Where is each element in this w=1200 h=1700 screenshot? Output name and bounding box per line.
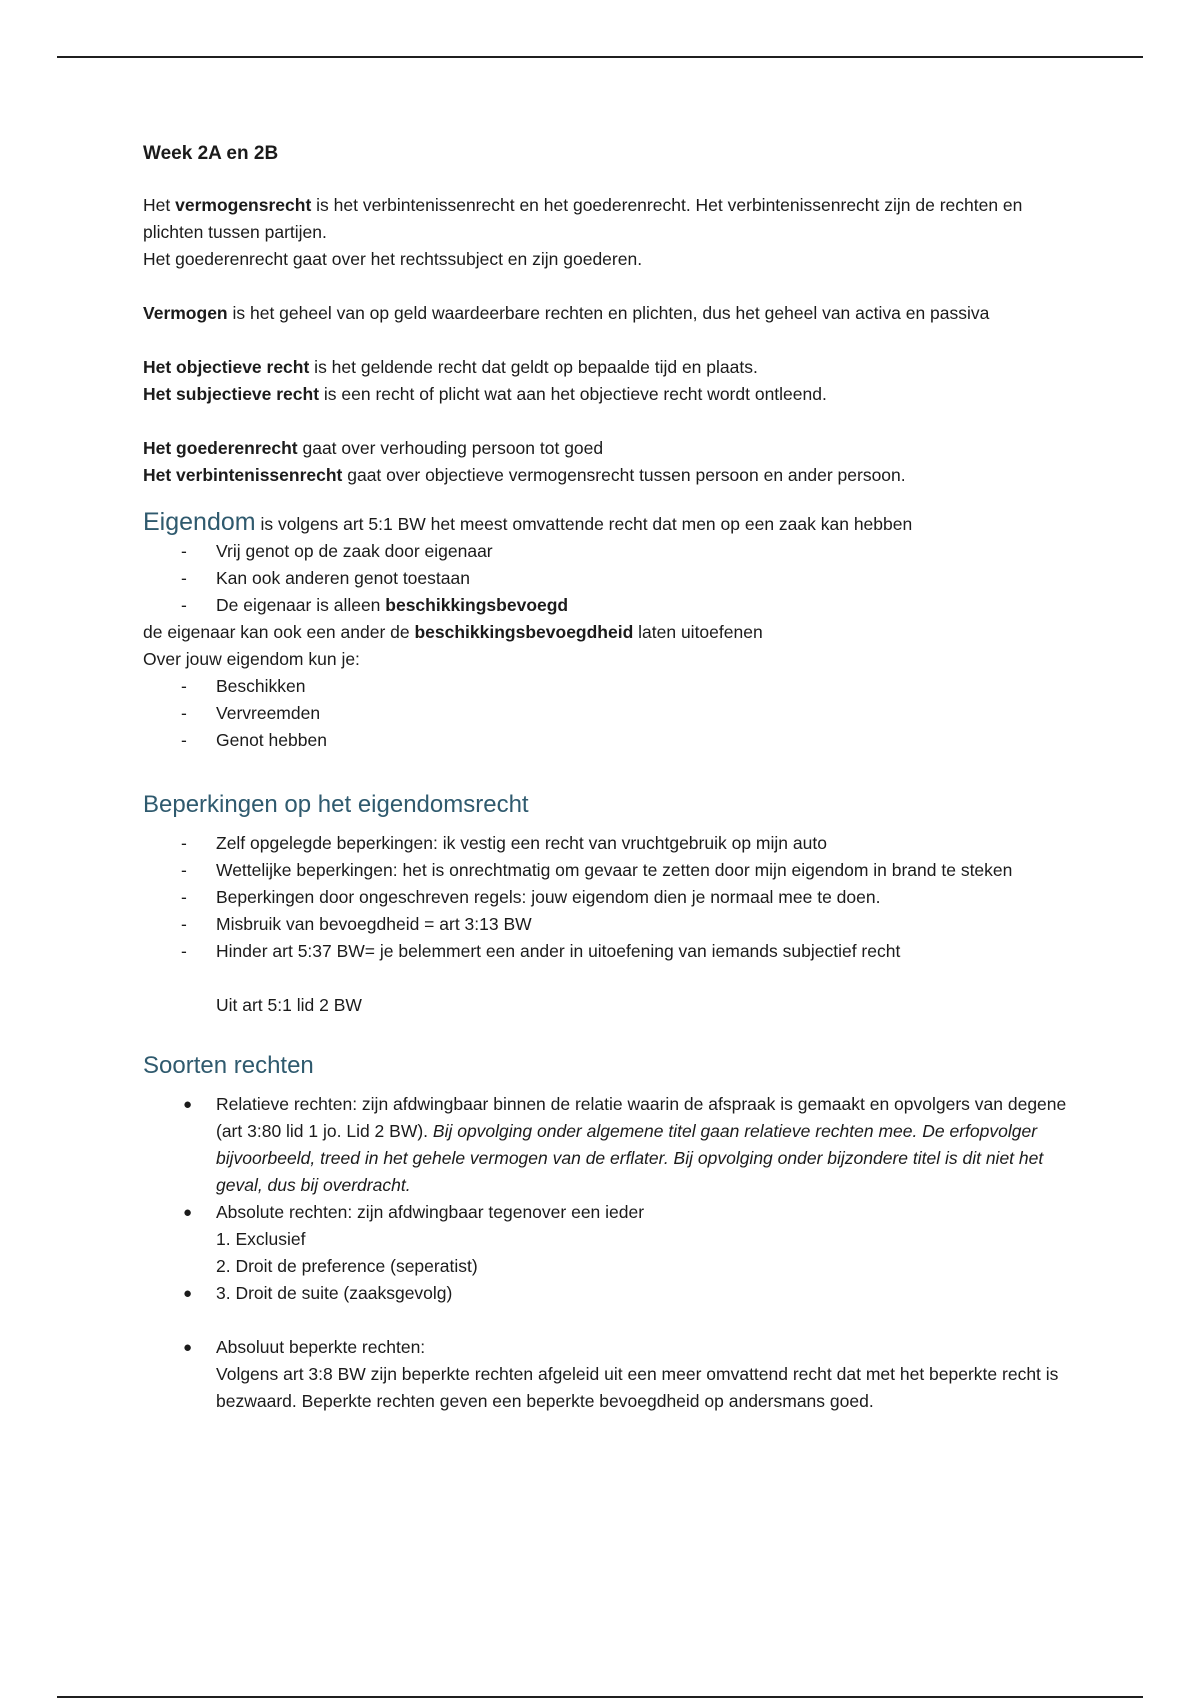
vermogen-definition: Vermogen is het geheel van op geld waardeerbare rechten en plichten, dus het geheel van activa en passiva: [143, 303, 990, 323]
list-item: - Genot hebben: [181, 730, 327, 750]
soorten-list: [143, 1091, 1073, 1307]
document-body: [143, 140, 1073, 1415]
beperkt-list: [143, 1334, 1073, 1415]
eigendom-heading-line: Eigendom is volgens art 5:1 BW het meest omvattende recht dat men op een zaak kan hebben: [143, 508, 913, 536]
objectieve-recht-definition: Het objectieve recht is het geldende recht dat geldt op bepaalde tijd en plaats.: [143, 357, 758, 377]
list-item: - Vervreemden: [181, 703, 321, 723]
verbintenissenrecht-definition: Het verbintenissenrecht gaat over objectieve vermogensrecht tussen persoon en ander persoon.: [143, 465, 906, 485]
soorten-heading: Soorten rechten: [143, 1052, 314, 1079]
list-item: ● Relatieve rechten: zijn afdwingbaar binnen de relatie waarin de afspraak is gemaakt en opvolgers van degene (art 3:80 lid 1 jo. Lid 2 BW). Bij opvolging onder algemene titel gaan relatieve rechten mee. De erfopvolger bijvoorbeeld, treed in het gehele vermogen van de erflater. Bij opvolging onder bijzondere titel is dit niet het geval, dus bij overdracht.: [183, 1094, 1067, 1195]
list-item: ● Absoluut beperkte rechten: Volgens art 3:8 BW zijn beperkte rechten afgeleid uit een meer omvattend recht dat met het beperkte recht is bezwaard. Beperkte rechten geven een beperkte bevoegdheid op andersmans goed.: [183, 1337, 1059, 1411]
vermogensrecht-paragraph: Het vermogensrecht is het verbintenissenrecht en het goederenrecht. Het verbintenissenrecht zijn de rechten en plichten tussen partijen.: [143, 195, 1023, 242]
beschikkingsbevoegdheid-line: de eigenaar kan ook een ander de beschikkingsbevoegdheid laten uitoefenen: [143, 622, 763, 642]
list-item: - Vrij genot op de zaak door eigenaar: [181, 541, 493, 561]
list-item: - De eigenaar is alleen beschikkingsbevoegd: [181, 595, 569, 615]
eigendom-heading: Eigendom: [143, 508, 256, 536]
goederenrecht-line: Het goederenrecht gaat over het rechtssubject en zijn goederen.: [143, 249, 643, 269]
beperkingen-note: Uit art 5:1 lid 2 BW: [216, 995, 362, 1015]
list-item: - Hinder art 5:37 BW= je belemmert een ander in uitoefening van iemands subjectief recht: [181, 941, 901, 961]
eigendom-list: [143, 538, 1073, 619]
list-item: - Beschikken: [181, 676, 306, 696]
over-eigendom-list: [143, 673, 1073, 754]
beperkingen-list: [143, 830, 1073, 965]
list-item: - Zelf opgelegde beperkingen: ik vestig een recht van vruchtgebruik op mijn auto: [181, 833, 827, 853]
beperkingen-heading: Beperkingen op het eigendomsrecht: [143, 791, 529, 818]
footer-rule: [57, 1696, 1143, 1698]
goederenrecht-definition: Het goederenrecht gaat over verhouding persoon tot goed: [143, 438, 604, 458]
list-item: - Wettelijke beperkingen: het is onrechtmatig om gevaar te zetten door mijn eigendom in brand te steken: [181, 860, 1013, 880]
list-item: - Beperkingen door ongeschreven regels: jouw eigendom dien je normaal mee te doen.: [181, 887, 881, 907]
header-rule: [57, 56, 1143, 58]
subjectieve-recht-definition: Het subjectieve recht is een recht of plicht wat aan het objectieve recht wordt ontleend.: [143, 384, 827, 404]
list-item: - Kan ook anderen genot toestaan: [181, 568, 470, 588]
over-eigendom-label: Over jouw eigendom kun je:: [143, 649, 360, 669]
list-item: ● Absolute rechten: zijn afdwingbaar tegenover een ieder 1. Exclusief 2. Droit de preference (seperatist): [183, 1202, 645, 1276]
page-title: Week 2A en 2B: [143, 143, 279, 164]
list-item: - Misbruik van bevoegdheid = art 3:13 BW: [181, 914, 532, 934]
list-item: ● 3. Droit de suite (zaaksgevolg): [183, 1283, 453, 1303]
